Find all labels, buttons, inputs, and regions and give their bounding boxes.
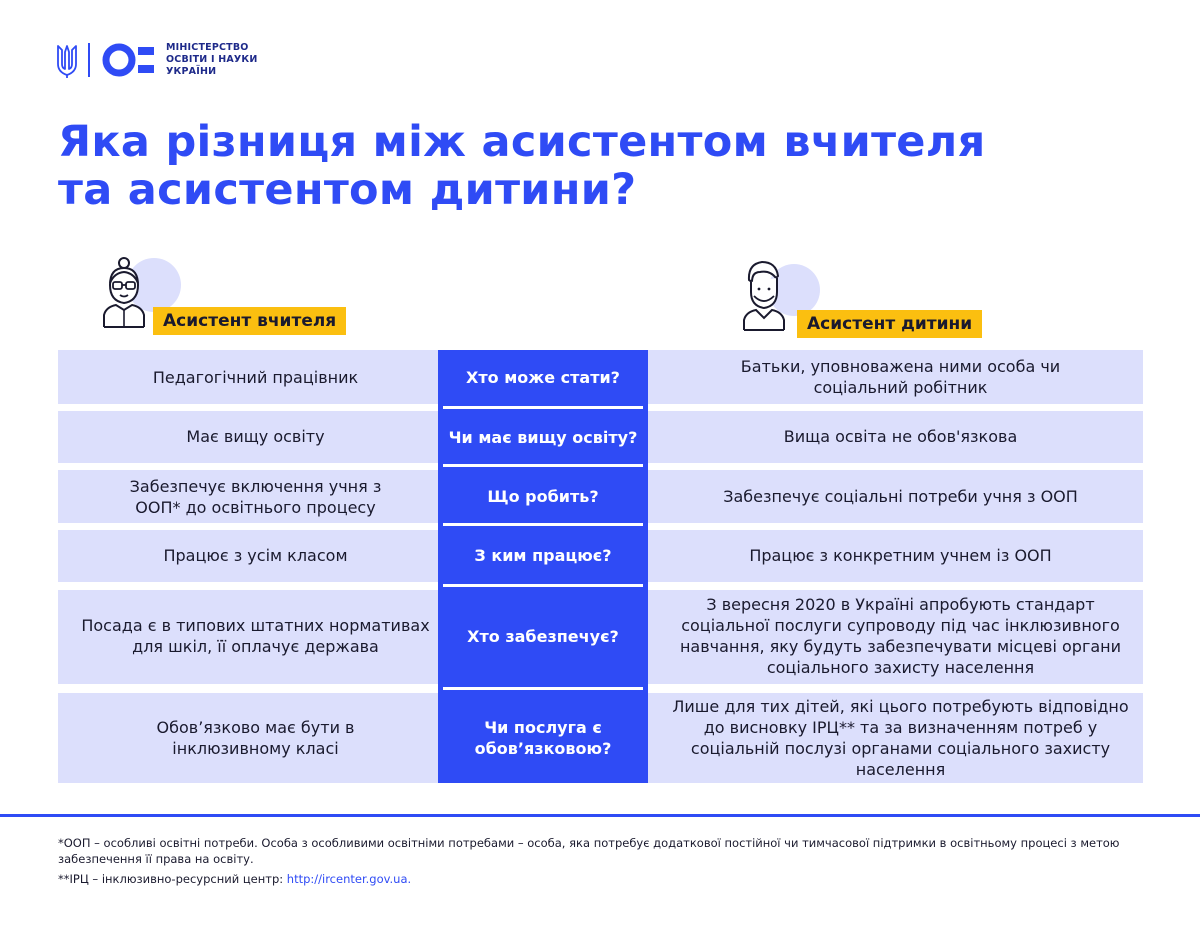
ministry-logo <box>56 40 258 80</box>
row-divider <box>443 464 643 467</box>
child-cell: З вересня 2020 в Україні апробують стандарт соціальної послуги супроводу під час інклюзивного навчання, яку будуть забезпечувати місцеві органи соціального захисту населення <box>679 595 1122 677</box>
child-cell: Забезпечує соціальні потреби учня з ООП <box>723 487 1078 506</box>
teacher-cell: Посада є в типових штатних нормативах для шкіл, її оплачує держава <box>81 616 430 656</box>
question-cell: З ким працює? <box>474 545 612 565</box>
question-cell: Хто забезпечує? <box>467 626 619 646</box>
row-divider <box>443 687 643 690</box>
question-cell: Чи послуга є обов’язковою? <box>474 718 612 758</box>
trident-icon <box>56 42 78 78</box>
child-cell: Батьки, уповноважена ними особа чи соціальний робітник <box>740 357 1061 397</box>
title-line: Яка різниця між асистентом вчителя <box>58 117 986 167</box>
title-line: та асистентом дитини? <box>58 165 637 215</box>
question-cell: Чи має вищу освіту? <box>448 427 638 447</box>
page-title <box>58 118 1058 214</box>
footnote-irc-text: **ІРЦ – інклюзивно-ресурсний центр: <box>58 872 287 886</box>
teacher-cell: Забезпечує включення учня з ООП* до освітнього процесу <box>129 476 382 517</box>
question-cell: Хто може стати? <box>466 367 620 387</box>
row-divider <box>443 406 643 409</box>
question-cell: Що робить? <box>487 487 599 506</box>
child-cell: Вища освіта не обов'язкова <box>783 426 1018 446</box>
teacher-assistant-label: Асистент вчителя <box>153 307 346 335</box>
footnote-irc <box>58 871 1148 887</box>
ministry-name <box>166 42 258 78</box>
child-assistant-label: Асистент дитини <box>797 310 982 338</box>
footnote-oop: *ООП – особливі освітні потреби. Особа з особливими освітніми потребами – особа, яка потребує додаткової постійної чи тимчасової підтримки в освітньому процесі з метою забезпечення її права на освіту. <box>58 836 1120 866</box>
logo-separator <box>88 43 90 77</box>
child-cell: Лише для тих дітей, які цього потребують відповідно до висновку ІРЦ** та за визначенням потреб у соціальній послузі органами соціального захисту населення <box>672 697 1129 779</box>
ministry-name-line: МІНІСТЕРСТВО <box>166 42 249 53</box>
row-divider <box>443 584 643 587</box>
mon-logo-icon <box>102 43 158 77</box>
footer-divider <box>0 814 1200 817</box>
teacher-cell: Обов’язково має бути в інклюзивному класі <box>156 718 355 758</box>
teacher-cell: Має вищу освіту <box>186 426 325 446</box>
ministry-name-line: ОСВІТИ І НАУКИ <box>166 54 258 65</box>
ircenter-link[interactable]: http://ircenter.gov.ua. <box>286 872 412 886</box>
teacher-cell: Працює з усім класом <box>163 545 348 565</box>
ministry-name-line: УКРАЇНИ <box>166 66 217 77</box>
child-cell: Працює з конкретним учнем із ООП <box>749 545 1052 565</box>
teacher-cell: Педагогічний працівник <box>152 367 359 387</box>
row-divider <box>443 523 643 526</box>
